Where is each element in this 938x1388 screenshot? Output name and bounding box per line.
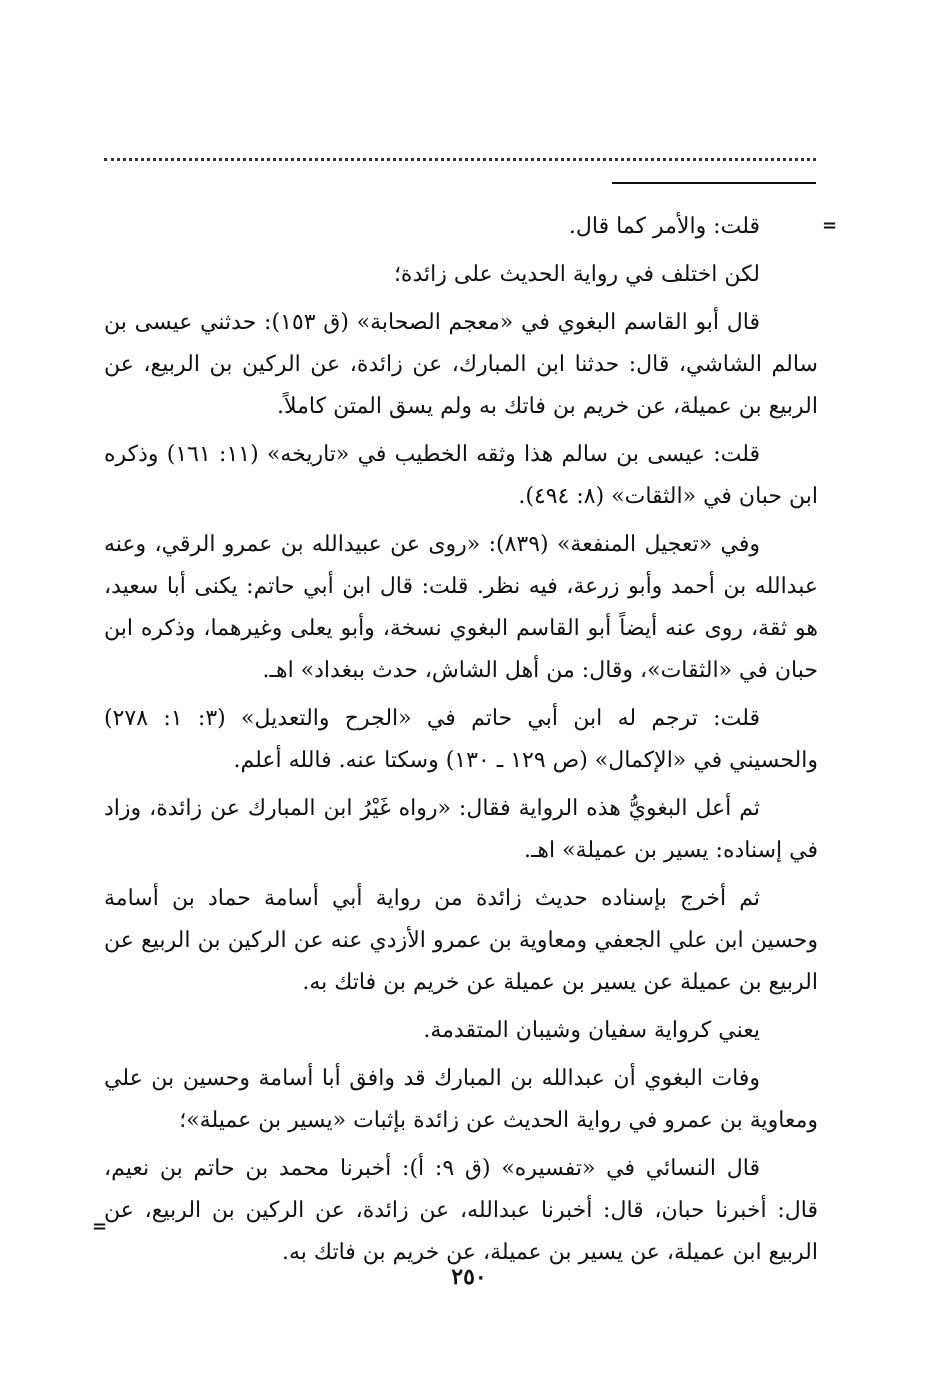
- page-number: ٢٥٠: [451, 1264, 487, 1290]
- dotted-separator: [104, 158, 816, 161]
- paragraph: يعني كرواية سفيان وشيبان المتقدمة.: [423, 1018, 760, 1043]
- footnote-rule: [612, 182, 816, 184]
- paragraph: وفات البغوي أن عبدالله بن المبارك قد وافق أبا أسامة وحسين بن علي ومعاوية بن عمرو في رواية الحديث عن زائدة بإثبات «يسير بن عميلة»؛: [104, 1066, 818, 1133]
- paragraph: قلت: عيسى بن سالم هذا وثقه الخطيب في «تاريخه» (١١: ١٦١) وذكره ابن حبان في «الثقات» (٨: ٤٩٤).: [104, 442, 818, 509]
- paragraph: ثم أخرج بإسناده حديث زائدة من رواية أبي أسامة حماد بن أسامة وحسين ابن علي الجعفي ومعاوية بن عمرو الأزدي عنه عن الركين بن الربيع عن الربيع بن عميلة عن يسير بن عميلة عن خريم بن فاتك به.: [104, 886, 818, 995]
- paragraph: وفي «تعجيل المنفعة» (٨٣٩): «روى عن عبيدالله بن عمرو الرقي، وعنه عبدالله بن أحمد وأبو زرعة، فيه نظر. قلت: قال ابن أبي حاتم: يكنى أبا سعيد، هو ثقة، روى عنه أيضاً أبو القاسم البغوي نسخة، وأبو يعلى وغيرهما، وذكره ابن حبان في «الثقات»، وقال: من أهل الشاش، حدث ببغداد» اهـ.: [104, 532, 818, 683]
- paragraph: لكن اختلف في رواية الحديث على زائدة؛: [393, 262, 760, 287]
- paragraph: قال النسائي في «تفسيره» (ق ٩: أ): أخبرنا محمد بن حاتم بن نعيم، قال: أخبرنا حبان، قال: أخبرنا عبدالله، عن زائدة، عن الركين بن الربيع، عن الربيع ابن عميلة، عن يسير بن عميلة، عن خريم بن فاتك به.: [104, 1156, 818, 1265]
- paragraph: ثم أعل البغويُّ هذه الرواية فقال: «رواه غَيْرُ ابن المبارك عن زائدة، وزاد في إسناده: يسير بن عميلة» اهـ.: [104, 796, 818, 863]
- main-text: [104, 206, 818, 1280]
- paragraph: قلت: والأمر كما قال.: [568, 214, 760, 239]
- paragraph: قال أبو القاسم البغوي في «معجم الصحابة» (ق ١٥٣): حدثني عيسى بن سالم الشاشي، قال: حدثنا ابن المبارك، عن زائدة، عن الركين بن الربيع، عن الربيع بن عميلة، عن خريم بن فاتك به ولم يسق المتن كاملاً.: [104, 310, 818, 419]
- paragraph: قلت: ترجم له ابن أبي حاتم في «الجرح والتعديل» (٣: ١: ٢٧٨) والحسيني في «الإكمال» (ص ١٢٩ ـ ١٣٠) وسكتا عنه. فالله أعلم.: [104, 706, 818, 773]
- continuation-mark-top: =: [822, 215, 838, 236]
- continuation-mark-bottom: =: [92, 1216, 108, 1237]
